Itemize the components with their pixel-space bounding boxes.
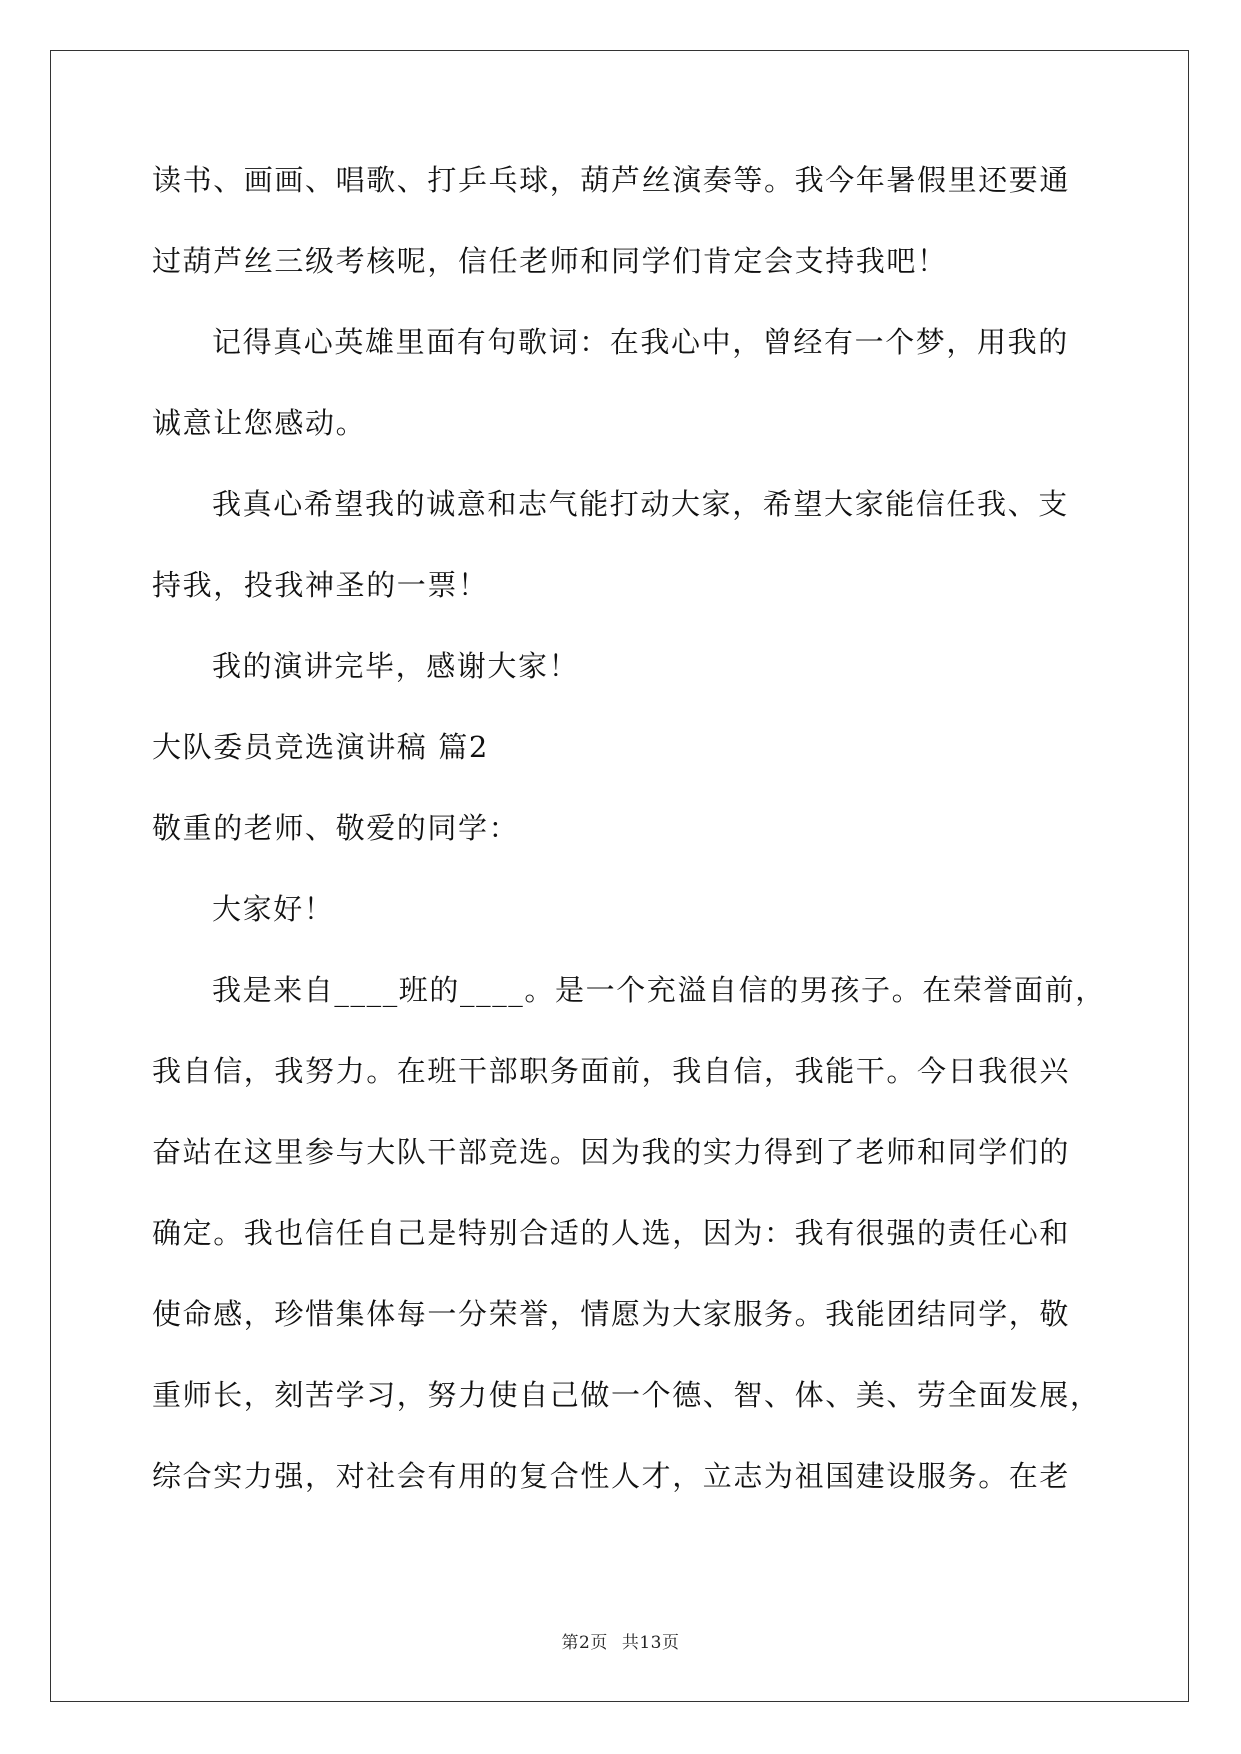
text-line: 使命感，珍惜集体每一分荣誉，情愿为大家服务。我能团结同学，敬 [152,1297,1071,1331]
text-line: 过葫芦丝三级考核呢，信任老师和同学们肯定会支持我吧！ [152,244,948,278]
page-total: 共13页 [621,1633,680,1653]
text-line: 奋站在这里参与大队干部竞选。因为我的实力得到了老师和同学们的 [152,1135,1071,1169]
text-line: 重师长，刻苦学习，努力使自己做一个德、智、体、美、劳全面发展， [152,1378,1101,1412]
text-line: 持我，投我神圣的一票！ [152,568,489,602]
section-heading: 大队委员竞选演讲稿 篇2 [152,730,489,764]
greeting: 大家好！ [212,892,335,926]
salutation: 敬重的老师、敬爱的同学： [152,811,520,845]
text-line: 我自信，我努力。在班干部职务面前，我自信，我能干。今日我很兴 [152,1054,1071,1088]
page-number: 第2页 [561,1633,608,1653]
paragraph-start: 我的演讲完毕，感谢大家！ [212,649,580,683]
paragraph-start: 我是来自____班的____。是一个充溢自信的男孩子。在荣誉面前， [212,973,1106,1007]
text-line: 诚意让您感动。 [152,406,367,440]
paragraph-start: 我真心希望我的诚意和志气能打动大家，希望大家能信任我、支 [212,487,1069,521]
page-footer [0,1628,1241,1653]
document-body [152,160,1106,1496]
text-line: 综合实力强，对社会有用的复合性人才，立志为祖国建设服务。在老 [152,1459,1071,1493]
text-line: 确定。我也信任自己是特别合适的人选，因为：我有很强的责任心和 [152,1216,1071,1250]
text-line: 读书、画画、唱歌、打乒乓球，葫芦丝演奏等。我今年暑假里还要通 [152,163,1071,197]
paragraph-start: 记得真心英雄里面有句歌词：在我心中，曾经有一个梦，用我的 [212,325,1069,359]
